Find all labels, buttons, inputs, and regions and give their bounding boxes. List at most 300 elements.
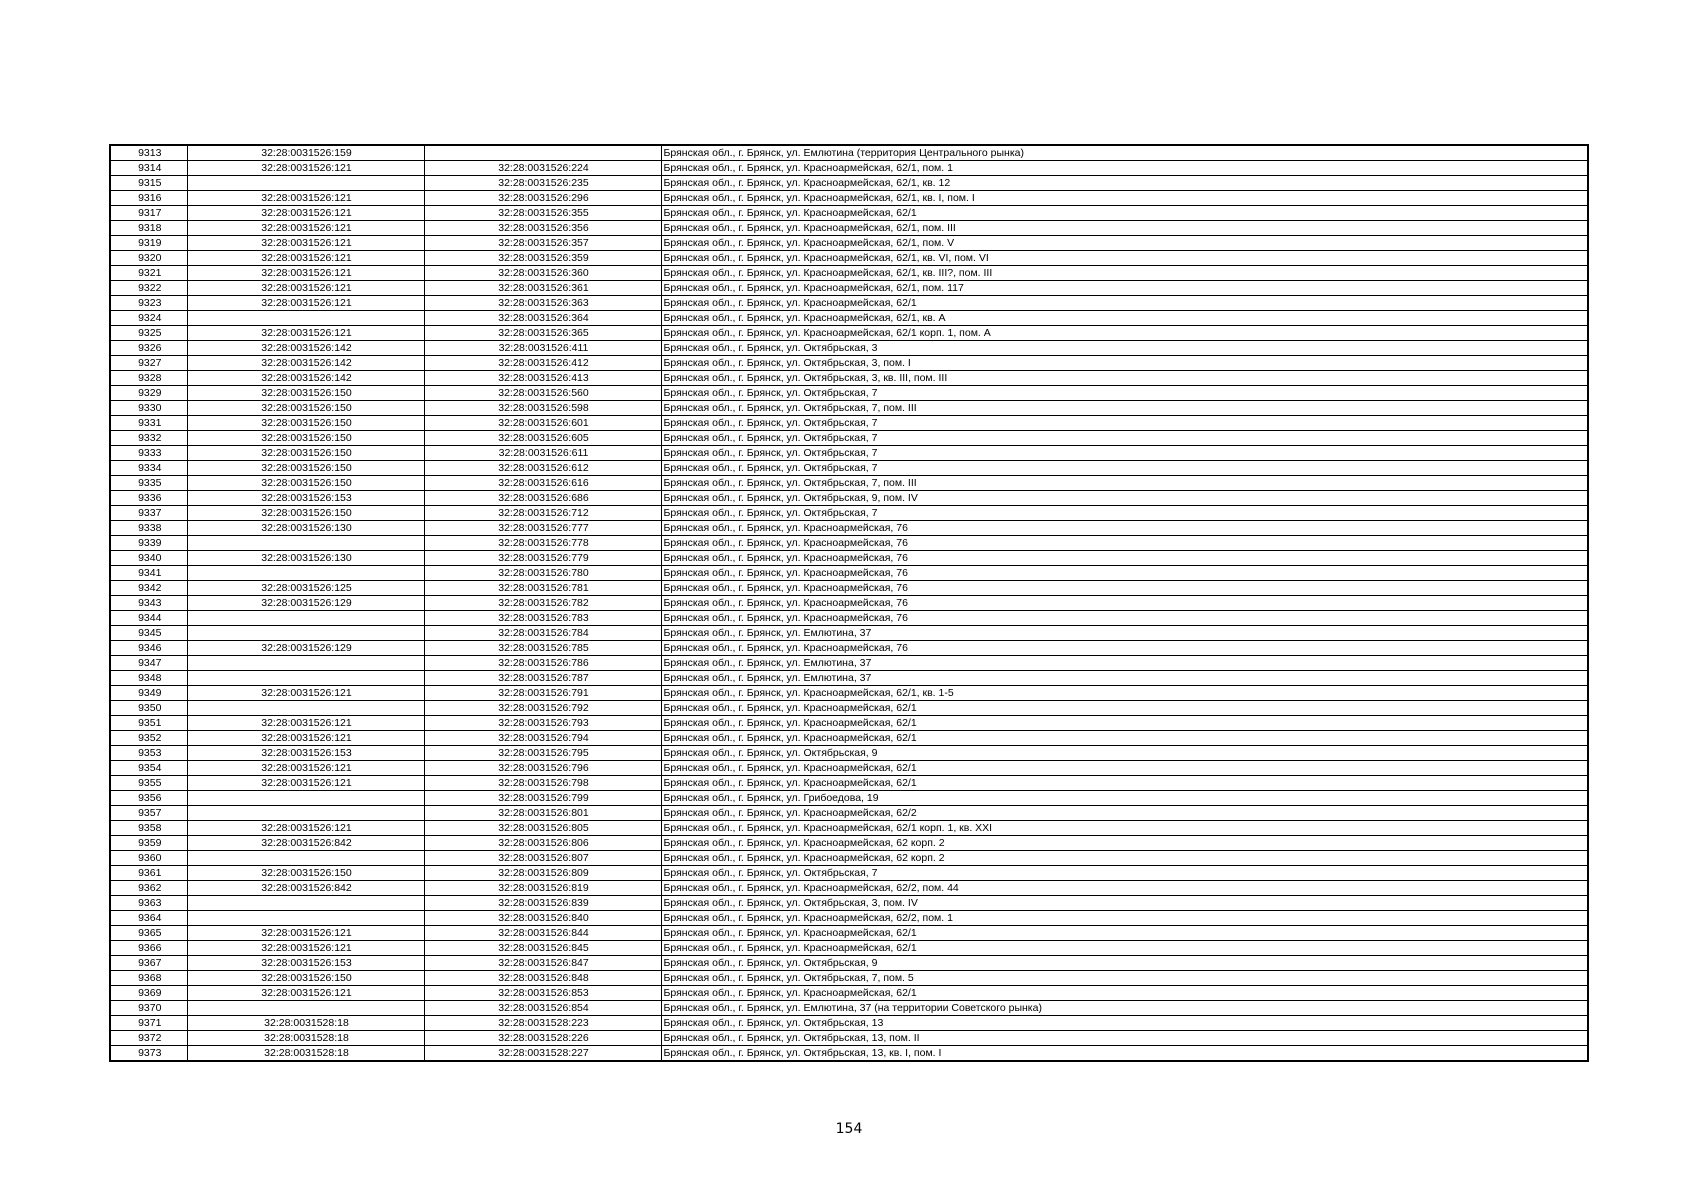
- address-cell: Брянская обл., г. Брянск, ул. Красноармейская, 62/1: [661, 776, 1588, 791]
- row-number-cell: 9313: [110, 145, 187, 161]
- address-cell: Брянская обл., г. Брянск, ул. Красноармейская, 62/1: [661, 926, 1588, 941]
- cadastral-number-cell: 32:28:0031526:801: [424, 806, 661, 821]
- row-number-cell: 9335: [110, 476, 187, 491]
- cadastral-number-cell: 32:28:0031526:786: [424, 656, 661, 671]
- row-number-cell: 9329: [110, 386, 187, 401]
- cadastral-number-cell: 32:28:0031526:296: [424, 191, 661, 206]
- table-row: [110, 716, 1588, 731]
- parent-cadastral-cell: [187, 1001, 424, 1016]
- row-number-cell: 9337: [110, 506, 187, 521]
- parent-cadastral-cell: 32:28:0031526:121: [187, 776, 424, 791]
- cadastral-number-cell: 32:28:0031526:787: [424, 671, 661, 686]
- address-cell: Брянская обл., г. Брянск, ул. Красноармейская, 62/1, кв. 1-5: [661, 686, 1588, 701]
- table-row: [110, 686, 1588, 701]
- table-row: [110, 176, 1588, 191]
- address-cell: Брянская обл., г. Брянск, ул. Октябрьская, 7: [661, 866, 1588, 881]
- address-cell: Брянская обл., г. Брянск, ул. Красноармейская, 62 корп. 2: [661, 851, 1588, 866]
- row-number-cell: 9327: [110, 356, 187, 371]
- parent-cadastral-cell: 32:28:0031526:150: [187, 866, 424, 881]
- row-number-cell: 9328: [110, 371, 187, 386]
- address-cell: Брянская обл., г. Брянск, ул. Красноармейская, 62/1, пом. 1: [661, 161, 1588, 176]
- table-row: [110, 896, 1588, 911]
- parent-cadastral-cell: 32:28:0031526:121: [187, 191, 424, 206]
- parent-cadastral-cell: [187, 566, 424, 581]
- row-number-cell: 9323: [110, 296, 187, 311]
- table-row: [110, 326, 1588, 341]
- address-cell: Брянская обл., г. Брянск, ул. Октябрьская, 3, кв. III, пом. III: [661, 371, 1588, 386]
- row-number-cell: 9339: [110, 536, 187, 551]
- table-row: [110, 1001, 1588, 1016]
- parent-cadastral-cell: 32:28:0031526:153: [187, 956, 424, 971]
- address-cell: Брянская обл., г. Брянск, ул. Октябрьская, 13, кв. I, пом. I: [661, 1046, 1588, 1062]
- cadastral-number-cell: 32:28:0031526:356: [424, 221, 661, 236]
- parent-cadastral-cell: 32:28:0031526:153: [187, 491, 424, 506]
- table-row: [110, 596, 1588, 611]
- row-number-cell: 9342: [110, 581, 187, 596]
- parent-cadastral-cell: [187, 611, 424, 626]
- cadastral-number-cell: 32:28:0031526:848: [424, 971, 661, 986]
- row-number-cell: 9346: [110, 641, 187, 656]
- address-cell: Брянская обл., г. Брянск, ул. Красноармейская, 62/1, кв. А: [661, 311, 1588, 326]
- cadastral-number-cell: 32:28:0031526:794: [424, 731, 661, 746]
- table-row: [110, 521, 1588, 536]
- row-number-cell: 9331: [110, 416, 187, 431]
- cadastral-number-cell: 32:28:0031526:781: [424, 581, 661, 596]
- parent-cadastral-cell: 32:28:0031526:121: [187, 761, 424, 776]
- parent-cadastral-cell: 32:28:0031526:142: [187, 356, 424, 371]
- cadastral-number-cell: 32:28:0031526:783: [424, 611, 661, 626]
- parent-cadastral-cell: 32:28:0031526:121: [187, 266, 424, 281]
- cadastral-number-cell: 32:28:0031526:806: [424, 836, 661, 851]
- table-row: [110, 776, 1588, 791]
- parent-cadastral-cell: 32:28:0031526:129: [187, 641, 424, 656]
- table-row: [110, 296, 1588, 311]
- row-number-cell: 9314: [110, 161, 187, 176]
- row-number-cell: 9354: [110, 761, 187, 776]
- table-body: [110, 145, 1588, 1061]
- row-number-cell: 9324: [110, 311, 187, 326]
- row-number-cell: 9317: [110, 206, 187, 221]
- address-cell: Брянская обл., г. Брянск, ул. Красноармейская, 62/1: [661, 731, 1588, 746]
- cadastral-number-cell: 32:28:0031526:224: [424, 161, 661, 176]
- cadastral-number-cell: 32:28:0031526:809: [424, 866, 661, 881]
- parent-cadastral-cell: 32:28:0031526:121: [187, 236, 424, 251]
- parent-cadastral-cell: 32:28:0031528:18: [187, 1031, 424, 1046]
- address-cell: Брянская обл., г. Брянск, ул. Красноармейская, 62/1, пом. V: [661, 236, 1588, 251]
- parent-cadastral-cell: 32:28:0031526:121: [187, 221, 424, 236]
- address-cell: Брянская обл., г. Брянск, ул. Красноармейская, 62/1, кв. VI, пом. VI: [661, 251, 1588, 266]
- parent-cadastral-cell: [187, 911, 424, 926]
- parent-cadastral-cell: 32:28:0031526:129: [187, 596, 424, 611]
- cadastral-number-cell: 32:28:0031526:364: [424, 311, 661, 326]
- cadastral-number-cell: 32:28:0031526:853: [424, 986, 661, 1001]
- table-row: [110, 1031, 1588, 1046]
- row-number-cell: 9326: [110, 341, 187, 356]
- cadastral-number-cell: 32:28:0031526:785: [424, 641, 661, 656]
- table-row: [110, 746, 1588, 761]
- parent-cadastral-cell: 32:28:0031526:121: [187, 251, 424, 266]
- table-row: [110, 791, 1588, 806]
- cadastral-number-cell: 32:28:0031526:361: [424, 281, 661, 296]
- parent-cadastral-cell: [187, 626, 424, 641]
- table-row: [110, 956, 1588, 971]
- row-number-cell: 9359: [110, 836, 187, 851]
- address-cell: Брянская обл., г. Брянск, ул. Октябрьская, 3: [661, 341, 1588, 356]
- address-cell: Брянская обл., г. Брянск, ул. Грибоедова, 19: [661, 791, 1588, 806]
- parent-cadastral-cell: 32:28:0031526:150: [187, 431, 424, 446]
- parent-cadastral-cell: 32:28:0031526:121: [187, 161, 424, 176]
- cadastral-number-cell: 32:28:0031526:792: [424, 701, 661, 716]
- row-number-cell: 9364: [110, 911, 187, 926]
- address-cell: Брянская обл., г. Брянск, ул. Емлютина, 37: [661, 656, 1588, 671]
- cadastral-number-cell: 32:28:0031526:235: [424, 176, 661, 191]
- cadastral-number-cell: 32:28:0031526:779: [424, 551, 661, 566]
- address-cell: Брянская обл., г. Брянск, ул. Емлютина, 37: [661, 626, 1588, 641]
- table-row: [110, 731, 1588, 746]
- cadastral-number-cell: 32:28:0031526:598: [424, 401, 661, 416]
- row-number-cell: 9345: [110, 626, 187, 641]
- table-row: [110, 401, 1588, 416]
- address-cell: Брянская обл., г. Брянск, ул. Октябрьская, 7: [661, 506, 1588, 521]
- cadastral-number-cell: 32:28:0031526:793: [424, 716, 661, 731]
- address-cell: Брянская обл., г. Брянск, ул. Октябрьская, 7, пом. 5: [661, 971, 1588, 986]
- table-row: [110, 806, 1588, 821]
- row-number-cell: 9341: [110, 566, 187, 581]
- parent-cadastral-cell: 32:28:0031526:121: [187, 941, 424, 956]
- address-cell: Брянская обл., г. Брянск, ул. Красноармейская, 62/1, пом. 117: [661, 281, 1588, 296]
- cadastral-number-cell: 32:28:0031526:839: [424, 896, 661, 911]
- address-cell: Брянская обл., г. Брянск, ул. Октябрьская, 7: [661, 431, 1588, 446]
- parent-cadastral-cell: 32:28:0031526:842: [187, 881, 424, 896]
- row-number-cell: 9315: [110, 176, 187, 191]
- cadastral-number-cell: [424, 145, 661, 161]
- row-number-cell: 9344: [110, 611, 187, 626]
- address-cell: Брянская обл., г. Брянск, ул. Красноармейская, 76: [661, 551, 1588, 566]
- parent-cadastral-cell: 32:28:0031528:18: [187, 1016, 424, 1031]
- parent-cadastral-cell: 32:28:0031526:153: [187, 746, 424, 761]
- cadastral-number-cell: 32:28:0031526:612: [424, 461, 661, 476]
- row-number-cell: 9369: [110, 986, 187, 1001]
- cadastral-number-cell: 32:28:0031526:605: [424, 431, 661, 446]
- row-number-cell: 9325: [110, 326, 187, 341]
- table-row: [110, 206, 1588, 221]
- address-cell: Брянская обл., г. Брянск, ул. Красноармейская, 62/2, пом. 44: [661, 881, 1588, 896]
- parent-cadastral-cell: 32:28:0031526:142: [187, 341, 424, 356]
- address-cell: Брянская обл., г. Брянск, ул. Октябрьская, 7: [661, 446, 1588, 461]
- address-cell: Брянская обл., г. Брянск, ул. Октябрьская, 7, пом. III: [661, 476, 1588, 491]
- address-cell: Брянская обл., г. Брянск, ул. Красноармейская, 76: [661, 641, 1588, 656]
- address-cell: Брянская обл., г. Брянск, ул. Красноармейская, 62/1 корп. 1, пом. А: [661, 326, 1588, 341]
- row-number-cell: 9322: [110, 281, 187, 296]
- table-row: [110, 461, 1588, 476]
- table-row: [110, 1016, 1588, 1031]
- address-cell: Брянская обл., г. Брянск, ул. Красноармейская, 62/1, кв. III?, пом. III: [661, 266, 1588, 281]
- row-number-cell: 9353: [110, 746, 187, 761]
- cadastral-number-cell: 32:28:0031526:411: [424, 341, 661, 356]
- address-cell: Брянская обл., г. Брянск, ул. Емлютина, 37 (на территории Советского рынка): [661, 1001, 1588, 1016]
- row-number-cell: 9373: [110, 1046, 187, 1062]
- table-row: [110, 671, 1588, 686]
- address-cell: Брянская обл., г. Брянск, ул. Октябрьская, 3, пом. IV: [661, 896, 1588, 911]
- row-number-cell: 9358: [110, 821, 187, 836]
- address-cell: Брянская обл., г. Брянск, ул. Октябрьская, 9: [661, 956, 1588, 971]
- cadastral-number-cell: 32:28:0031526:798: [424, 776, 661, 791]
- row-number-cell: 9348: [110, 671, 187, 686]
- table-row: [110, 641, 1588, 656]
- parent-cadastral-cell: 32:28:0031526:150: [187, 416, 424, 431]
- row-number-cell: 9366: [110, 941, 187, 956]
- cadastral-number-cell: 32:28:0031526:413: [424, 371, 661, 386]
- row-number-cell: 9357: [110, 806, 187, 821]
- row-number-cell: 9340: [110, 551, 187, 566]
- row-number-cell: 9365: [110, 926, 187, 941]
- parent-cadastral-cell: [187, 176, 424, 191]
- table-row: [110, 371, 1588, 386]
- table-row: [110, 581, 1588, 596]
- cadastral-number-cell: 32:28:0031526:844: [424, 926, 661, 941]
- cadastral-number-cell: 32:28:0031526:357: [424, 236, 661, 251]
- parent-cadastral-cell: 32:28:0031526:121: [187, 821, 424, 836]
- cadastral-number-cell: 32:28:0031526:360: [424, 266, 661, 281]
- cadastral-number-cell: 32:28:0031526:847: [424, 956, 661, 971]
- table-row: [110, 941, 1588, 956]
- table-row: [110, 851, 1588, 866]
- parent-cadastral-cell: 32:28:0031526:125: [187, 581, 424, 596]
- address-cell: Брянская обл., г. Брянск, ул. Красноармейская, 62/1: [661, 761, 1588, 776]
- parent-cadastral-cell: 32:28:0031526:150: [187, 506, 424, 521]
- cadastral-number-cell: 32:28:0031526:791: [424, 686, 661, 701]
- cadastral-number-cell: 32:28:0031526:780: [424, 566, 661, 581]
- parent-cadastral-cell: 32:28:0031526:150: [187, 461, 424, 476]
- table-row: [110, 281, 1588, 296]
- cadastral-number-cell: 32:28:0031526:712: [424, 506, 661, 521]
- table-row: [110, 911, 1588, 926]
- cadastral-number-cell: 32:28:0031526:807: [424, 851, 661, 866]
- row-number-cell: 9356: [110, 791, 187, 806]
- parent-cadastral-cell: 32:28:0031526:121: [187, 296, 424, 311]
- address-cell: Брянская обл., г. Брянск, ул. Октябрьская, 7, пом. III: [661, 401, 1588, 416]
- table-row: [110, 145, 1588, 161]
- table-row: [110, 221, 1588, 236]
- table-row: [110, 926, 1588, 941]
- parent-cadastral-cell: [187, 536, 424, 551]
- parent-cadastral-cell: 32:28:0031526:121: [187, 686, 424, 701]
- address-cell: Брянская обл., г. Брянск, ул. Красноармейская, 62/1: [661, 206, 1588, 221]
- table-row: [110, 236, 1588, 251]
- cadastral-number-cell: 32:28:0031526:359: [424, 251, 661, 266]
- table-row: [110, 161, 1588, 176]
- table-row: [110, 656, 1588, 671]
- cadastral-number-cell: 32:28:0031526:784: [424, 626, 661, 641]
- row-number-cell: 9343: [110, 596, 187, 611]
- cadastral-number-cell: 32:28:0031526:854: [424, 1001, 661, 1016]
- table-row: [110, 881, 1588, 896]
- parent-cadastral-cell: [187, 656, 424, 671]
- cadastral-number-cell: 32:28:0031526:616: [424, 476, 661, 491]
- address-cell: Брянская обл., г. Брянск, ул. Красноармейская, 76: [661, 596, 1588, 611]
- address-cell: Брянская обл., г. Брянск, ул. Октябрьская, 9, пом. IV: [661, 491, 1588, 506]
- cadastral-number-cell: 32:28:0031526:805: [424, 821, 661, 836]
- table-row: [110, 266, 1588, 281]
- row-number-cell: 9316: [110, 191, 187, 206]
- row-number-cell: 9320: [110, 251, 187, 266]
- parent-cadastral-cell: 32:28:0031528:18: [187, 1046, 424, 1062]
- row-number-cell: 9349: [110, 686, 187, 701]
- table-row: [110, 251, 1588, 266]
- parent-cadastral-cell: 32:28:0031526:121: [187, 926, 424, 941]
- row-number-cell: 9368: [110, 971, 187, 986]
- parent-cadastral-cell: [187, 701, 424, 716]
- parent-cadastral-cell: 32:28:0031526:150: [187, 476, 424, 491]
- parent-cadastral-cell: 32:28:0031526:130: [187, 521, 424, 536]
- cadastral-number-cell: 32:28:0031526:796: [424, 761, 661, 776]
- table-row: [110, 626, 1588, 641]
- table-row: [110, 1046, 1588, 1062]
- address-cell: Брянская обл., г. Брянск, ул. Октябрьская, 7: [661, 461, 1588, 476]
- parent-cadastral-cell: [187, 851, 424, 866]
- address-cell: Брянская обл., г. Брянск, ул. Емлютина (территория Центрального рынка): [661, 145, 1588, 161]
- table-row: [110, 566, 1588, 581]
- address-cell: Брянская обл., г. Брянск, ул. Красноармейская, 62/1, пом. III: [661, 221, 1588, 236]
- cadastral-number-cell: 32:28:0031526:611: [424, 446, 661, 461]
- row-number-cell: 9370: [110, 1001, 187, 1016]
- address-cell: Брянская обл., г. Брянск, ул. Октябрьская, 13: [661, 1016, 1588, 1031]
- address-cell: Брянская обл., г. Брянск, ул. Красноармейская, 76: [661, 611, 1588, 626]
- table-row: [110, 506, 1588, 521]
- cadastral-number-cell: 32:28:0031526:601: [424, 416, 661, 431]
- table-row: [110, 311, 1588, 326]
- parent-cadastral-cell: 32:28:0031526:150: [187, 971, 424, 986]
- cadastral-number-cell: 32:28:0031526:686: [424, 491, 661, 506]
- address-cell: Брянская обл., г. Брянск, ул. Красноармейская, 62 корп. 2: [661, 836, 1588, 851]
- parent-cadastral-cell: 32:28:0031526:121: [187, 731, 424, 746]
- row-number-cell: 9347: [110, 656, 187, 671]
- cadastral-table: [109, 144, 1589, 1062]
- address-cell: Брянская обл., г. Брянск, ул. Красноармейская, 62/1: [661, 986, 1588, 1001]
- address-cell: Брянская обл., г. Брянск, ул. Красноармейская, 62/2, пом. 1: [661, 911, 1588, 926]
- address-cell: Брянская обл., г. Брянск, ул. Октябрьская, 3, пом. I: [661, 356, 1588, 371]
- parent-cadastral-cell: [187, 791, 424, 806]
- cadastral-number-cell: 32:28:0031528:226: [424, 1031, 661, 1046]
- parent-cadastral-cell: 32:28:0031526:121: [187, 326, 424, 341]
- address-cell: Брянская обл., г. Брянск, ул. Октябрьская, 7: [661, 416, 1588, 431]
- parent-cadastral-cell: [187, 311, 424, 326]
- parent-cadastral-cell: 32:28:0031526:142: [187, 371, 424, 386]
- address-cell: Брянская обл., г. Брянск, ул. Октябрьская, 13, пом. II: [661, 1031, 1588, 1046]
- cadastral-number-cell: 32:28:0031526:795: [424, 746, 661, 761]
- row-number-cell: 9363: [110, 896, 187, 911]
- table-row: [110, 191, 1588, 206]
- table-row: [110, 356, 1588, 371]
- parent-cadastral-cell: 32:28:0031526:150: [187, 386, 424, 401]
- cadastral-number-cell: 32:28:0031526:782: [424, 596, 661, 611]
- row-number-cell: 9332: [110, 431, 187, 446]
- parent-cadastral-cell: [187, 806, 424, 821]
- cadastral-number-cell: 32:28:0031526:560: [424, 386, 661, 401]
- table-row: [110, 986, 1588, 1001]
- row-number-cell: 9361: [110, 866, 187, 881]
- cadastral-number-cell: 32:28:0031526:363: [424, 296, 661, 311]
- parent-cadastral-cell: 32:28:0031526:130: [187, 551, 424, 566]
- row-number-cell: 9318: [110, 221, 187, 236]
- parent-cadastral-cell: 32:28:0031526:121: [187, 716, 424, 731]
- row-number-cell: 9334: [110, 461, 187, 476]
- row-number-cell: 9367: [110, 956, 187, 971]
- address-cell: Брянская обл., г. Брянск, ул. Емлютина, 37: [661, 671, 1588, 686]
- row-number-cell: 9371: [110, 1016, 187, 1031]
- parent-cadastral-cell: 32:28:0031526:121: [187, 986, 424, 1001]
- address-cell: Брянская обл., г. Брянск, ул. Октябрьская, 7: [661, 386, 1588, 401]
- page-number: 154: [835, 1121, 863, 1137]
- table-row: [110, 416, 1588, 431]
- cadastral-number-cell: 32:28:0031526:845: [424, 941, 661, 956]
- row-number-cell: 9372: [110, 1031, 187, 1046]
- address-cell: Брянская обл., г. Брянск, ул. Красноармейская, 76: [661, 581, 1588, 596]
- address-cell: Брянская обл., г. Брянск, ул. Красноармейская, 62/1, кв. I, пом. I: [661, 191, 1588, 206]
- table-row: [110, 446, 1588, 461]
- address-cell: Брянская обл., г. Брянск, ул. Красноармейская, 76: [661, 566, 1588, 581]
- address-cell: Брянская обл., г. Брянск, ул. Красноармейская, 62/1: [661, 716, 1588, 731]
- row-number-cell: 9355: [110, 776, 187, 791]
- parent-cadastral-cell: [187, 896, 424, 911]
- cadastral-number-cell: 32:28:0031526:777: [424, 521, 661, 536]
- address-cell: Брянская обл., г. Брянск, ул. Красноармейская, 76: [661, 521, 1588, 536]
- row-number-cell: 9336: [110, 491, 187, 506]
- cadastral-number-cell: 32:28:0031528:227: [424, 1046, 661, 1062]
- address-cell: Брянская обл., г. Брянск, ул. Красноармейская, 62/1: [661, 296, 1588, 311]
- cadastral-number-cell: 32:28:0031526:778: [424, 536, 661, 551]
- table-row: [110, 761, 1588, 776]
- table-row: [110, 836, 1588, 851]
- table-row: [110, 476, 1588, 491]
- address-cell: Брянская обл., г. Брянск, ул. Красноармейская, 62/2: [661, 806, 1588, 821]
- address-cell: Брянская обл., г. Брянск, ул. Красноармейская, 76: [661, 536, 1588, 551]
- address-cell: Брянская обл., г. Брянск, ул. Красноармейская, 62/1, кв. 12: [661, 176, 1588, 191]
- table-row: [110, 701, 1588, 716]
- table-row: [110, 821, 1588, 836]
- row-number-cell: 9351: [110, 716, 187, 731]
- cadastral-number-cell: 32:28:0031526:840: [424, 911, 661, 926]
- cadastral-number-cell: 32:28:0031526:412: [424, 356, 661, 371]
- table-row: [110, 386, 1588, 401]
- parent-cadastral-cell: 32:28:0031526:842: [187, 836, 424, 851]
- row-number-cell: 9350: [110, 701, 187, 716]
- cadastral-number-cell: 32:28:0031526:819: [424, 881, 661, 896]
- address-cell: Брянская обл., г. Брянск, ул. Октябрьская, 9: [661, 746, 1588, 761]
- parent-cadastral-cell: 32:28:0031526:159: [187, 145, 424, 161]
- row-number-cell: 9319: [110, 236, 187, 251]
- row-number-cell: 9352: [110, 731, 187, 746]
- address-cell: Брянская обл., г. Брянск, ул. Красноармейская, 62/1: [661, 941, 1588, 956]
- table-row: [110, 536, 1588, 551]
- cadastral-number-cell: 32:28:0031528:223: [424, 1016, 661, 1031]
- parent-cadastral-cell: 32:28:0031526:150: [187, 446, 424, 461]
- parent-cadastral-cell: 32:28:0031526:150: [187, 401, 424, 416]
- table-row: [110, 431, 1588, 446]
- cadastral-number-cell: 32:28:0031526:355: [424, 206, 661, 221]
- row-number-cell: 9321: [110, 266, 187, 281]
- row-number-cell: 9338: [110, 521, 187, 536]
- parent-cadastral-cell: 32:28:0031526:121: [187, 281, 424, 296]
- address-cell: Брянская обл., г. Брянск, ул. Красноармейская, 62/1: [661, 701, 1588, 716]
- row-number-cell: 9360: [110, 851, 187, 866]
- cadastral-number-cell: 32:28:0031526:799: [424, 791, 661, 806]
- table-row: [110, 491, 1588, 506]
- table-row: [110, 341, 1588, 356]
- table-row: [110, 866, 1588, 881]
- row-number-cell: 9330: [110, 401, 187, 416]
- parent-cadastral-cell: [187, 671, 424, 686]
